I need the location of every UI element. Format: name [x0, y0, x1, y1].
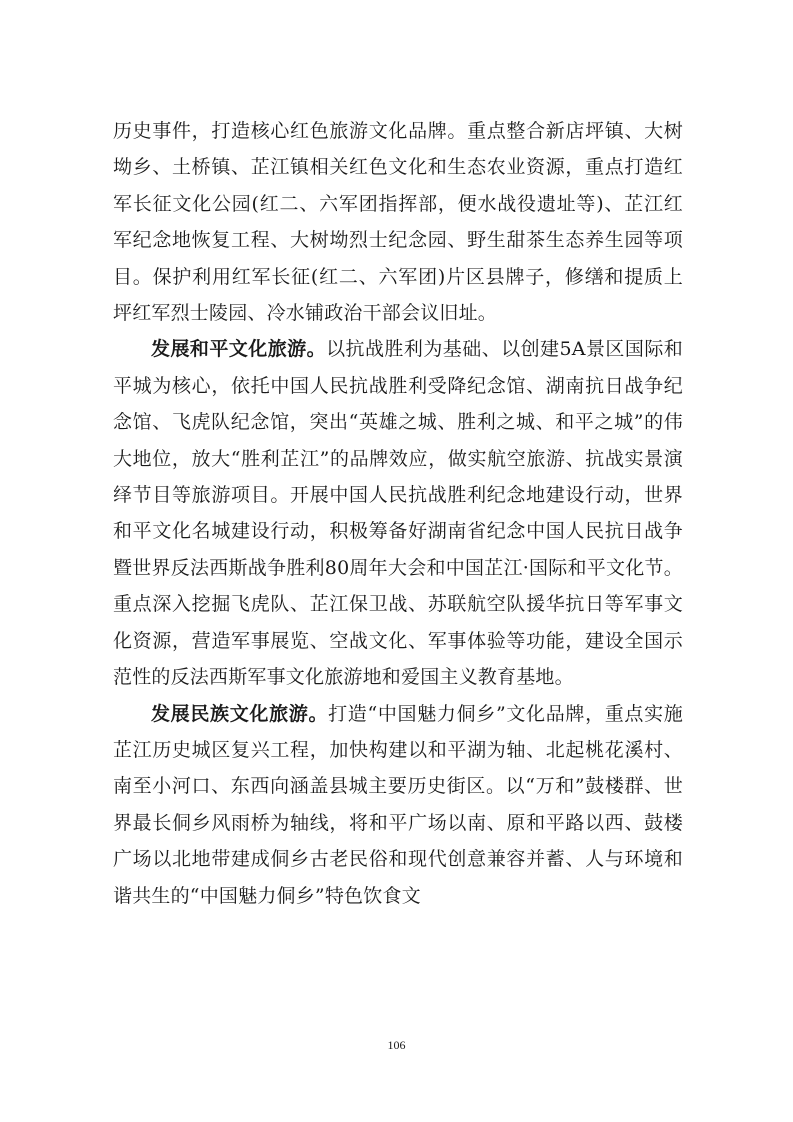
paragraph-heading: 发展民族文化旅游。	[151, 702, 329, 725]
body-text	[113, 113, 683, 914]
paragraph-ethnic-culture-tourism	[113, 696, 683, 914]
paragraph-peace-culture-tourism	[113, 331, 683, 695]
paragraph-text: 打造“中国魅力侗乡”文化品牌，重点实施芷江历史城区复兴工程，加快构建以和平湖为轴、北起桃花溪村、南至小河口、东西向涵盖县城主要历史街区。以“万和”鼓楼群、世界最长侗乡风雨桥为轴线，将和平广场以南、原和平路以西、鼓楼广场以北地带建成侗乡古老民俗和现代创意兼容并蓄、人与环境和谐共生的“中国魅力侗乡”特色饮食文	[113, 702, 683, 907]
paragraph-heading: 发展和平文化旅游。	[151, 338, 327, 361]
page-number: 106	[387, 1038, 406, 1052]
paragraph-red-tourism	[113, 113, 683, 331]
paragraph-text: 以抗战胜利为基础、以创建5A景区国际和平城为核心，依托中国人民抗战胜利受降纪念馆、湖南抗日战争纪念馆、飞虎队纪念馆，突出“英雄之城、胜利之城、和平之城”的伟大地位，放大“胜利芷江”的品牌效应，做实航空旅游、抗战实景演绎节目等旅游项目。开展中国人民抗战胜利纪念地建设行动，世界和平文化名城建设行动，积极筹备好湖南省纪念中国人民抗日战争暨世界反法西斯战争胜利80周年大会和中国芷江·国际和平文化节。重点深入挖掘飞虎队、芷江保卫战、苏联航空队援华抗日等军事文化资源，营造军事展览、空战文化、军事体验等功能，建设全国示范性的反法西斯军事文化旅游地和爱国主义教育基地。	[113, 338, 683, 689]
paragraph-text: 历史事件，打造核心红色旅游文化品牌。重点整合新店坪镇、大树坳乡、土桥镇、芷江镇相关红色文化和生态农业资源，重点打造红军长征文化公园(红二、六军团指挥部，便水战役遗址等)、芷江红军纪念地恢复工程、大树坳烈士纪念园、野生甜茶生态养生园等项目。保护利用红军长征(红二、六军团)片区县牌子，修缮和提质上坪红军烈士陵园、冷水铺政治干部会议旧址。	[113, 120, 683, 325]
